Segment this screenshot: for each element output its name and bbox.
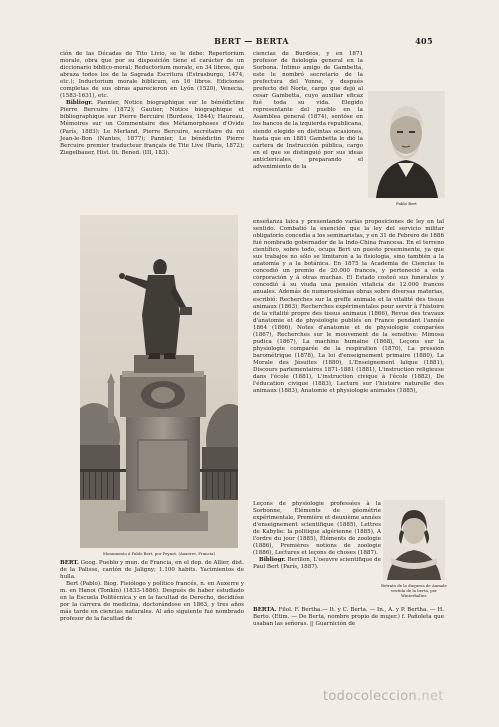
portrait-caption: Pablo Bert xyxy=(396,201,417,206)
paragraph: enseñanza laica y presentando varias proposiciones de ley en tal sentido. Combatió la exención que la ley del servicio militar obligatorio concedía a los seminaristas, y en 31 de Febrero de 1886 fué nombrado gobernador de la Indo-China francesa. En el terreno científico, sobre todo, ocupa Bert un puesto preeminente, ya que sus trabajos no sólo se limitaron a la fisiología, sino también a la anatomía y a la botánica. En 1875 la Academia de Ciencias le concedió un premio de 20.000 francos, y perteneció a esta corporación y á otras muchas. El Estado costeó sus funerales y concedió á su viuda una pensión vitalicia de 12.000 francos anuales. Además de numerosísimas obras sobre diversas materias, escribió: Recherches sur la greffe animale et la vitalité des tissus animaux (1863), Recherches expérimentales pour servir à l'histoire de la vitalité propre des tissus animaux (1866), Revue des travaux d'anatomie et de physiologie publiés en France pendant l'année 1864 (1866), Notes d'anatomie et de physiologie comparées (1867), Recherches sur le mouvement de la sensitive: Mimosa pudica (1867), La machine humaine (1868), Leçons sur la physiologie comparée de la respiration (1870), La pression barométrique (1878), La loi d'enseignement primaire (1880), La Morale des Jésuites (1880), L'Enseignement laïque (1881), Discours parlementaires 1871-1881 (1881), L'instruction religieuse dans l'école (1881), L'instruction civique à l'école (1882), De l'éducation civique (1883), Lecture sur l'histoire naturelle des animaux (1883), Anatomie et physiologie animales (1885), xyxy=(253,219,444,395)
right-column-narrow xyxy=(253,51,363,171)
right-column-wide xyxy=(253,219,444,395)
page-number: 405 xyxy=(415,36,433,46)
left-column-bottom xyxy=(60,560,244,623)
paragraph: BERT. Geog. Pueblo y mun. de Francia, en el dep. de Allier, dist. de la Palisse, cantón de Jaligny; 1.100 habits. Yacimientos de hulla. xyxy=(60,560,244,581)
bibliography-label: Bibliogr. xyxy=(259,557,286,564)
right-column-narrow-bottom xyxy=(253,501,381,571)
portrait-caption: Retrato de la duquesa de Aumale vestida de la berta, por Winterhalter. xyxy=(381,583,447,598)
portrait-illustration xyxy=(383,500,445,580)
paragraph: ciencias de Burdeos, y en 1871 profesor de fisiología general en la Sorbona. Íntimo amigo de Gambetta, este le nombró secretario de la prefectura del Yonne, y después prefecto del Norte, cargo que dejó al cesar Gambetta, cuyo auxiliar eficaz fué toda su vida. Elegido representante del pueblo en la Asamblea general (1874), sentóse en los bancos de la izquierda republicana, siendo elegido en distintas ocasiones, hasta que en 1881 Gambetta le dió la cartera de Instrucción pública, cargo en el que se distinguió por sus ideas anticlericales, preparando el advenimiento de la xyxy=(253,51,364,170)
paragraph: Bibliogr. Pannier, Notice biographique sur le bénédictine Pierre Bercuire (1872); Gautier, Notice biographique et bibliographique sur Pierre Bercuire (Burdeos, 1844); Haureau, Mémoires sur un Commentaire des Métamorphoses d'Ovide (París, 1883); Le Merland, Pierre Bercuire, secrétaire du roi Jean-le-Bon (Nantes, 1877); Pannier, Le bénédictin Pierre Bercuire premier traducteur français de Tite Live (París, 1872); Ziegelbauer, Hist. lit. Bened. (III, 183). xyxy=(60,100,245,156)
paragraph: BERTA. Filol. F. Bertha.— It. y C. Berta. — In., A. y P. Bertha. — H. Berto. (Etim. — De Berta, nombre propio de mujer.) f. Pañoleta que usaban las señoras. || Guarnición de xyxy=(253,607,444,628)
entry-headword: BERT. xyxy=(60,560,79,566)
running-title: BERT — BERTA xyxy=(214,36,289,46)
paragraph: Bert (Pablo). Biog. Fisiólogo y político francés, n. en Auxerre y m. en Hanoi (Tonkín) (1833-1886). Después de haber estudiado en la Escuela Politécnica y en la facultad de Derecho, decidióse por la carrera de medicina, doctorándose en 1863, y tres años más tarde en ciencias naturales. Al año siguiente fué nombrado profesor de la facultad de xyxy=(60,581,244,623)
right-column-bottom xyxy=(253,607,444,628)
paragraph: Leçons de physiologie professées à la Sorbonne, Éléments de géométrie expérimentale, Première et deuxième années d'enseignement scientifique (1885), Lettres de Kabylie: la politique algérienne (1885), A l'ordre du jour (1885), Éléments de zoologie (1886), Premières notions de zoologie (1886), Lectures et leçons de choses (1887). xyxy=(253,501,381,557)
bibliography-label: Bibliogr. xyxy=(66,100,93,107)
paragraph: ción de las Décadas de Tito Livio, se le debe: Repertorium morale, obra que por su disposición tiene el carácter de un diccionario bíblico-moral; Reductorium morale, en 34 libros, que abraza todos los de la Sagrada Escritura (Estrasburgo, 1474, etc.); Inductorium morale biblicum, en 16 libros. Ediciones completas de sus obras aparecieron en Lyón (1520), Venecia, (1583-1631), etc. xyxy=(60,51,244,100)
portrait-duquesa-aumale xyxy=(383,500,445,580)
entry-headword: BERTA. xyxy=(253,607,277,613)
statue-caption: Monumento á Pablo Bert, por Peynot. (Auxerre. Francia) xyxy=(103,551,215,556)
portrait-illustration xyxy=(368,91,445,198)
statue-illustration xyxy=(80,215,238,548)
page-header xyxy=(70,36,433,48)
statue-monument-image xyxy=(80,215,238,548)
portrait-pablo-bert xyxy=(368,91,445,198)
left-column-top xyxy=(60,51,244,157)
watermark: todocoleccion.net xyxy=(323,689,444,704)
paragraph: Bibliogr. Berillon, L'oeuvre scientifique de Paul Bert (París, 1887). xyxy=(253,557,381,571)
